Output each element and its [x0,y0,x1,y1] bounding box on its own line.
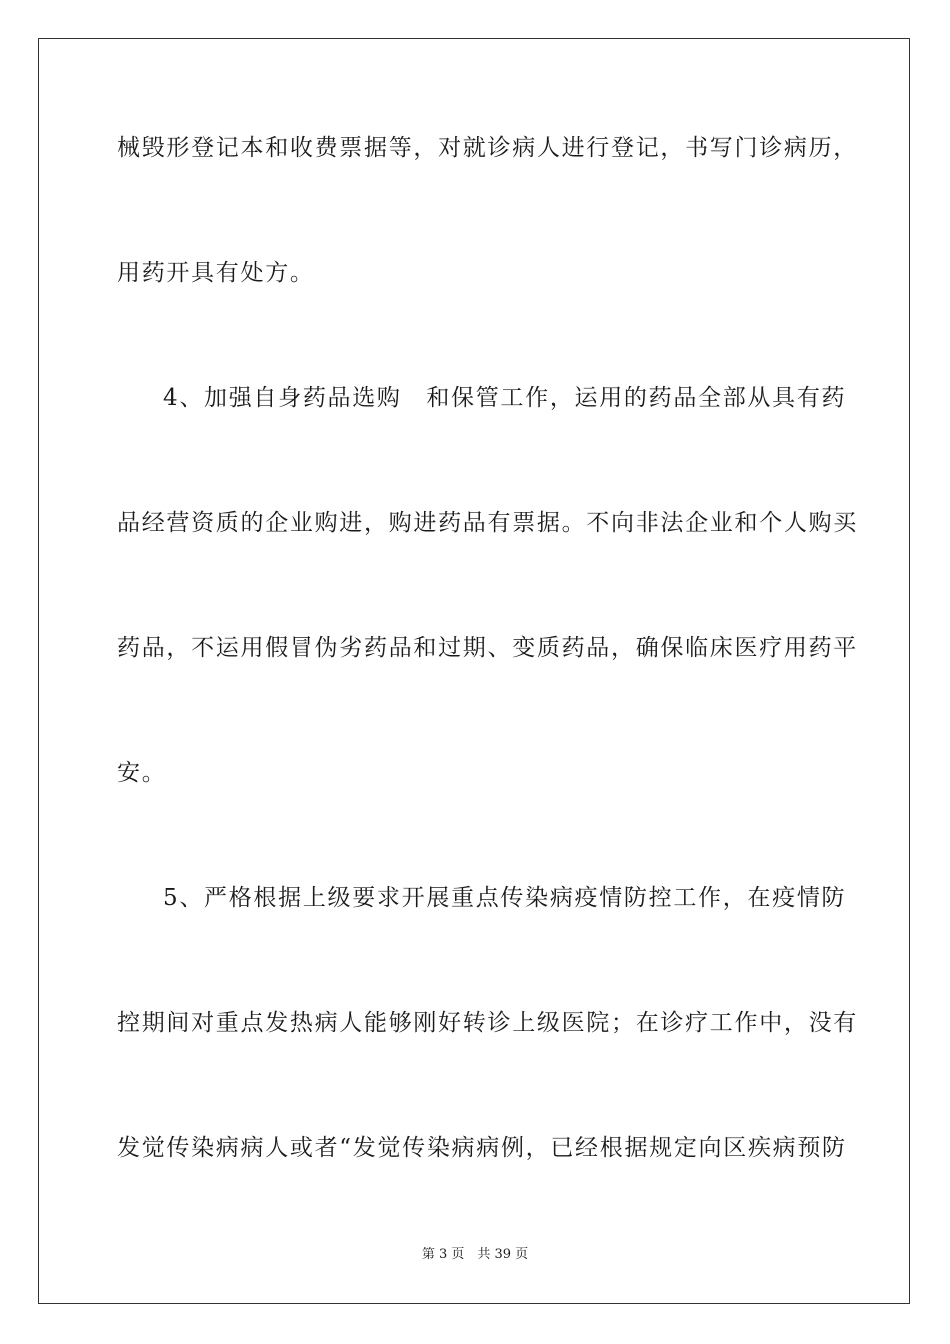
paragraph-4-first-line: 4、加强自身药品选购 和保管工作，运用的药品全部从具有药 [163,385,847,411]
page-number-label: 第 3 页 共 39 页 [421,1247,529,1262]
paragraph-5-first-line: 5、严格根据上级要求开展重点传染病疫情防控工作，在疫情防 [163,885,847,911]
body-text-line: 械毁形登记本和收费票据等，对就诊病人进行登记，书写门诊病历， [117,135,858,161]
body-text-line: 控期间对重点发热病人能够刚好转诊上级医院；在诊疗工作中，没有 [117,1010,858,1036]
body-text-line: 用药开具有处方。 [117,260,315,286]
body-text-line: 安。 [117,760,167,786]
page-footer [0,1246,950,1264]
body-text-line: 品经营资质的企业购进，购进药品有票据。不向非法企业和个人购买 [117,510,858,536]
body-text-line: 药品，不运用假冒伪劣药品和过期、变质药品，确保临床医疗用药平 [117,635,858,661]
body-text-line: 发觉传染病病人或者“发觉传染病病例，已经根据规定向区疾病预防 [117,1135,847,1161]
page-border [38,38,910,1304]
